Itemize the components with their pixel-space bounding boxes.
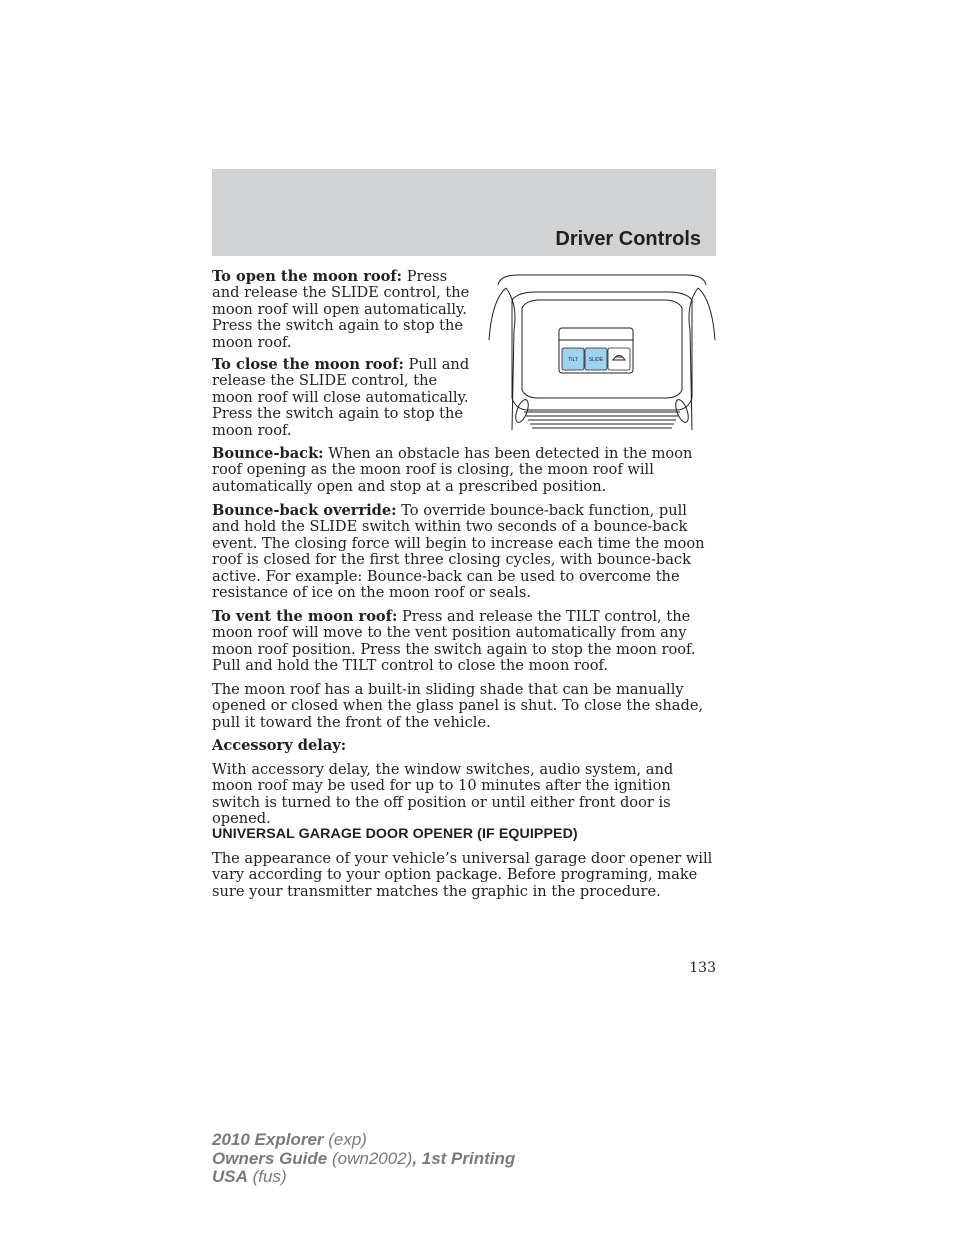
footer-guide: Owners Guide	[212, 1148, 328, 1168]
vent-moon-roof-label: To vent the moon roof:	[212, 608, 398, 625]
sunshade-icon	[608, 348, 630, 370]
bounce-back-override-label: Bounce-back override:	[212, 502, 397, 519]
garage-door-opener-paragraph: The appearance of your vehicle’s universal garage door opener will vary according to your option package. Before programing, make sure your transmitter matches the graphic in the procedure.	[212, 850, 713, 900]
section-header-band	[212, 169, 716, 256]
open-moon-roof-paragraph	[212, 269, 472, 351]
document-footer	[212, 1131, 515, 1187]
garage-door-opener-heading: UNIVERSAL GARAGE DOOR OPENER (IF EQUIPPED)	[212, 826, 578, 842]
accessory-delay-label: Accessory delay:	[212, 737, 347, 754]
bounce-back-label: Bounce-back:	[212, 445, 324, 462]
footer-line-model	[212, 1131, 515, 1150]
overhead-console-drawing	[488, 270, 716, 435]
bounce-back-override-text: To override bounce-back function, pull and hold the SLIDE switch within two seconds of a bounce-back event. The closing force will begin to increase each time the moon roof is closed for the first three closing cycles, with bounce-back active. For example: Bounce-back can be used to overcome the resistance of ice on the moon roof or seals.	[212, 502, 705, 602]
bounce-back-paragraph	[212, 446, 717, 495]
vent-moon-roof-paragraph	[212, 609, 717, 675]
bounce-back-override-paragraph	[212, 503, 717, 601]
tilt-label: TILT	[568, 357, 578, 363]
footer-region: USA	[212, 1167, 248, 1186]
tilt-button	[562, 348, 584, 370]
footer-printing: , 1st Printing	[412, 1148, 516, 1168]
open-moon-roof-label: To open the moon roof:	[212, 268, 403, 285]
footer-line-region	[212, 1168, 515, 1187]
accessory-delay-paragraph: With accessory delay, the window switches, audio system, and moon roof may be used for up to 10 minutes after the ignition switch is turned to the off position or until either front door is opened.	[212, 761, 674, 828]
page-number: 133	[689, 960, 716, 976]
footer-model: 2010 Explorer	[212, 1130, 324, 1149]
footer-model-code: (exp)	[323, 1130, 367, 1149]
close-moon-roof-paragraph	[212, 357, 472, 439]
close-moon-roof-text: Pull and release the SLIDE control, the moon roof will close automatically. Press the switch again to stop the moon roof.	[212, 356, 470, 439]
moon-roof-control-illustration	[488, 270, 716, 435]
slide-button	[585, 348, 607, 370]
footer-region-code: (fus)	[247, 1167, 287, 1186]
section-title: Driver Controls	[555, 228, 701, 250]
vent-moon-roof-text: Press and release the TILT control, the moon roof will move to the vent position automatically from any moon roof position. Press the switch again to stop the moon roof. Pull and hold the TILT control to close the moon roof.	[212, 608, 696, 675]
close-moon-roof-label: To close the moon roof:	[212, 356, 404, 373]
accessory-delay-heading	[212, 738, 717, 754]
sliding-shade-paragraph: The moon roof has a built-in sliding shade that can be manually opened or closed when the glass panel is shut. To close the shade, pull it toward the front of the vehicle.	[212, 681, 704, 731]
footer-guide-code: (own2002)	[327, 1148, 413, 1168]
open-moon-roof-text: Press and release the SLIDE control, the moon roof will open automatically. Press the switch again to stop the moon roof.	[212, 268, 470, 351]
bounce-back-text: When an obstacle has been detected in the moon roof opening as the moon roof is closing, the moon roof will automatically open and stop at a prescribed position.	[212, 445, 693, 495]
footer-line-guide	[212, 1150, 515, 1169]
slide-label: SLIDE	[588, 357, 604, 363]
